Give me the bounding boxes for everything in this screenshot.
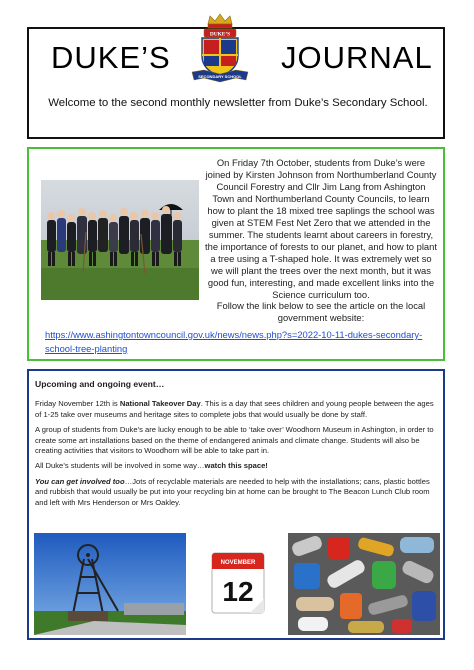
takeover-day-paragraph: Friday November 12th is National Takeover Day. This is a day that sees children and young people between the ages of 1-25 take over museums and heritage sites to complete jobs that would usually be done by staff. — [35, 399, 434, 419]
woodhorn-pit-photo — [34, 533, 186, 635]
council-article-link[interactable]: https://www.ashingtontowncouncil.gov.uk/news/news.php?s=2022-10-11-dukes-secondary-school-tree-planting — [45, 329, 423, 354]
tree-planting-story — [27, 147, 445, 361]
crest-top-text: DUKE’S — [209, 31, 231, 38]
calendar-icon — [210, 549, 266, 615]
school-crest-icon — [184, 12, 256, 86]
get-involved-paragraph: You can get involved too…Jots of recyclable materials are needed to help with the installations; cans, plastic bottles and rubbish that would usually be put into your recycling bin at home can be brought to The Beacon Lunch Club room and left with Mrs Henderson or Mrs Oakley. — [35, 476, 430, 507]
events-heading: Upcoming and ongoing event… — [35, 379, 165, 389]
tree-planting-photo — [41, 180, 199, 300]
masthead-box — [27, 27, 445, 139]
recyclable-materials-photo — [288, 533, 440, 635]
crest-ribbon-text: SECONDARY SCHOOL — [198, 74, 242, 79]
welcome-text: Welcome to the second monthly newsletter from Duke’s Secondary School. — [48, 97, 428, 109]
upcoming-events-box — [27, 369, 445, 640]
tree-planting-text: On Friday 7th October, students from Duke’s were joined by Kirsten Johnson from Northumberland County Council Forestry and Cllr Jim Lang from Ashington Town and Northumberland County Councils, to learn how to plant the 18 mixed tree saplings the school was given at STEM Fest Net Zero that we attended in the summer. The students learnt about careers in forestry, the importance of forests to our planet, and how to plant a tree using a T-shaped hole. It was extremely wet so we will plant the trees over the next month, but it was good fun, interesting, and made excellent links into the Science curriculum too. — [205, 157, 437, 300]
woodhorn-paragraph: A group of students from Duke’s are lucky enough to be able to ‘take over’ Woodhorn Museum in Ashington, in order to create some art installations based on the theme of endangered animals and climate change. Students will also be creating activities that visitors to Woodhorn will be able to take part in. — [35, 425, 434, 456]
calendar-day: 12 — [222, 576, 254, 607]
masthead-title-left: DUKE’S — [51, 40, 171, 75]
masthead-title-right: JOURNAL — [281, 40, 433, 75]
watch-space-paragraph: All Duke’s students will be involved in some way…watch this space! — [35, 461, 268, 471]
calendar-month: NOVEMBER — [220, 560, 256, 566]
follow-link-text: Follow the link below to see the article on the local government website: — [216, 300, 426, 323]
